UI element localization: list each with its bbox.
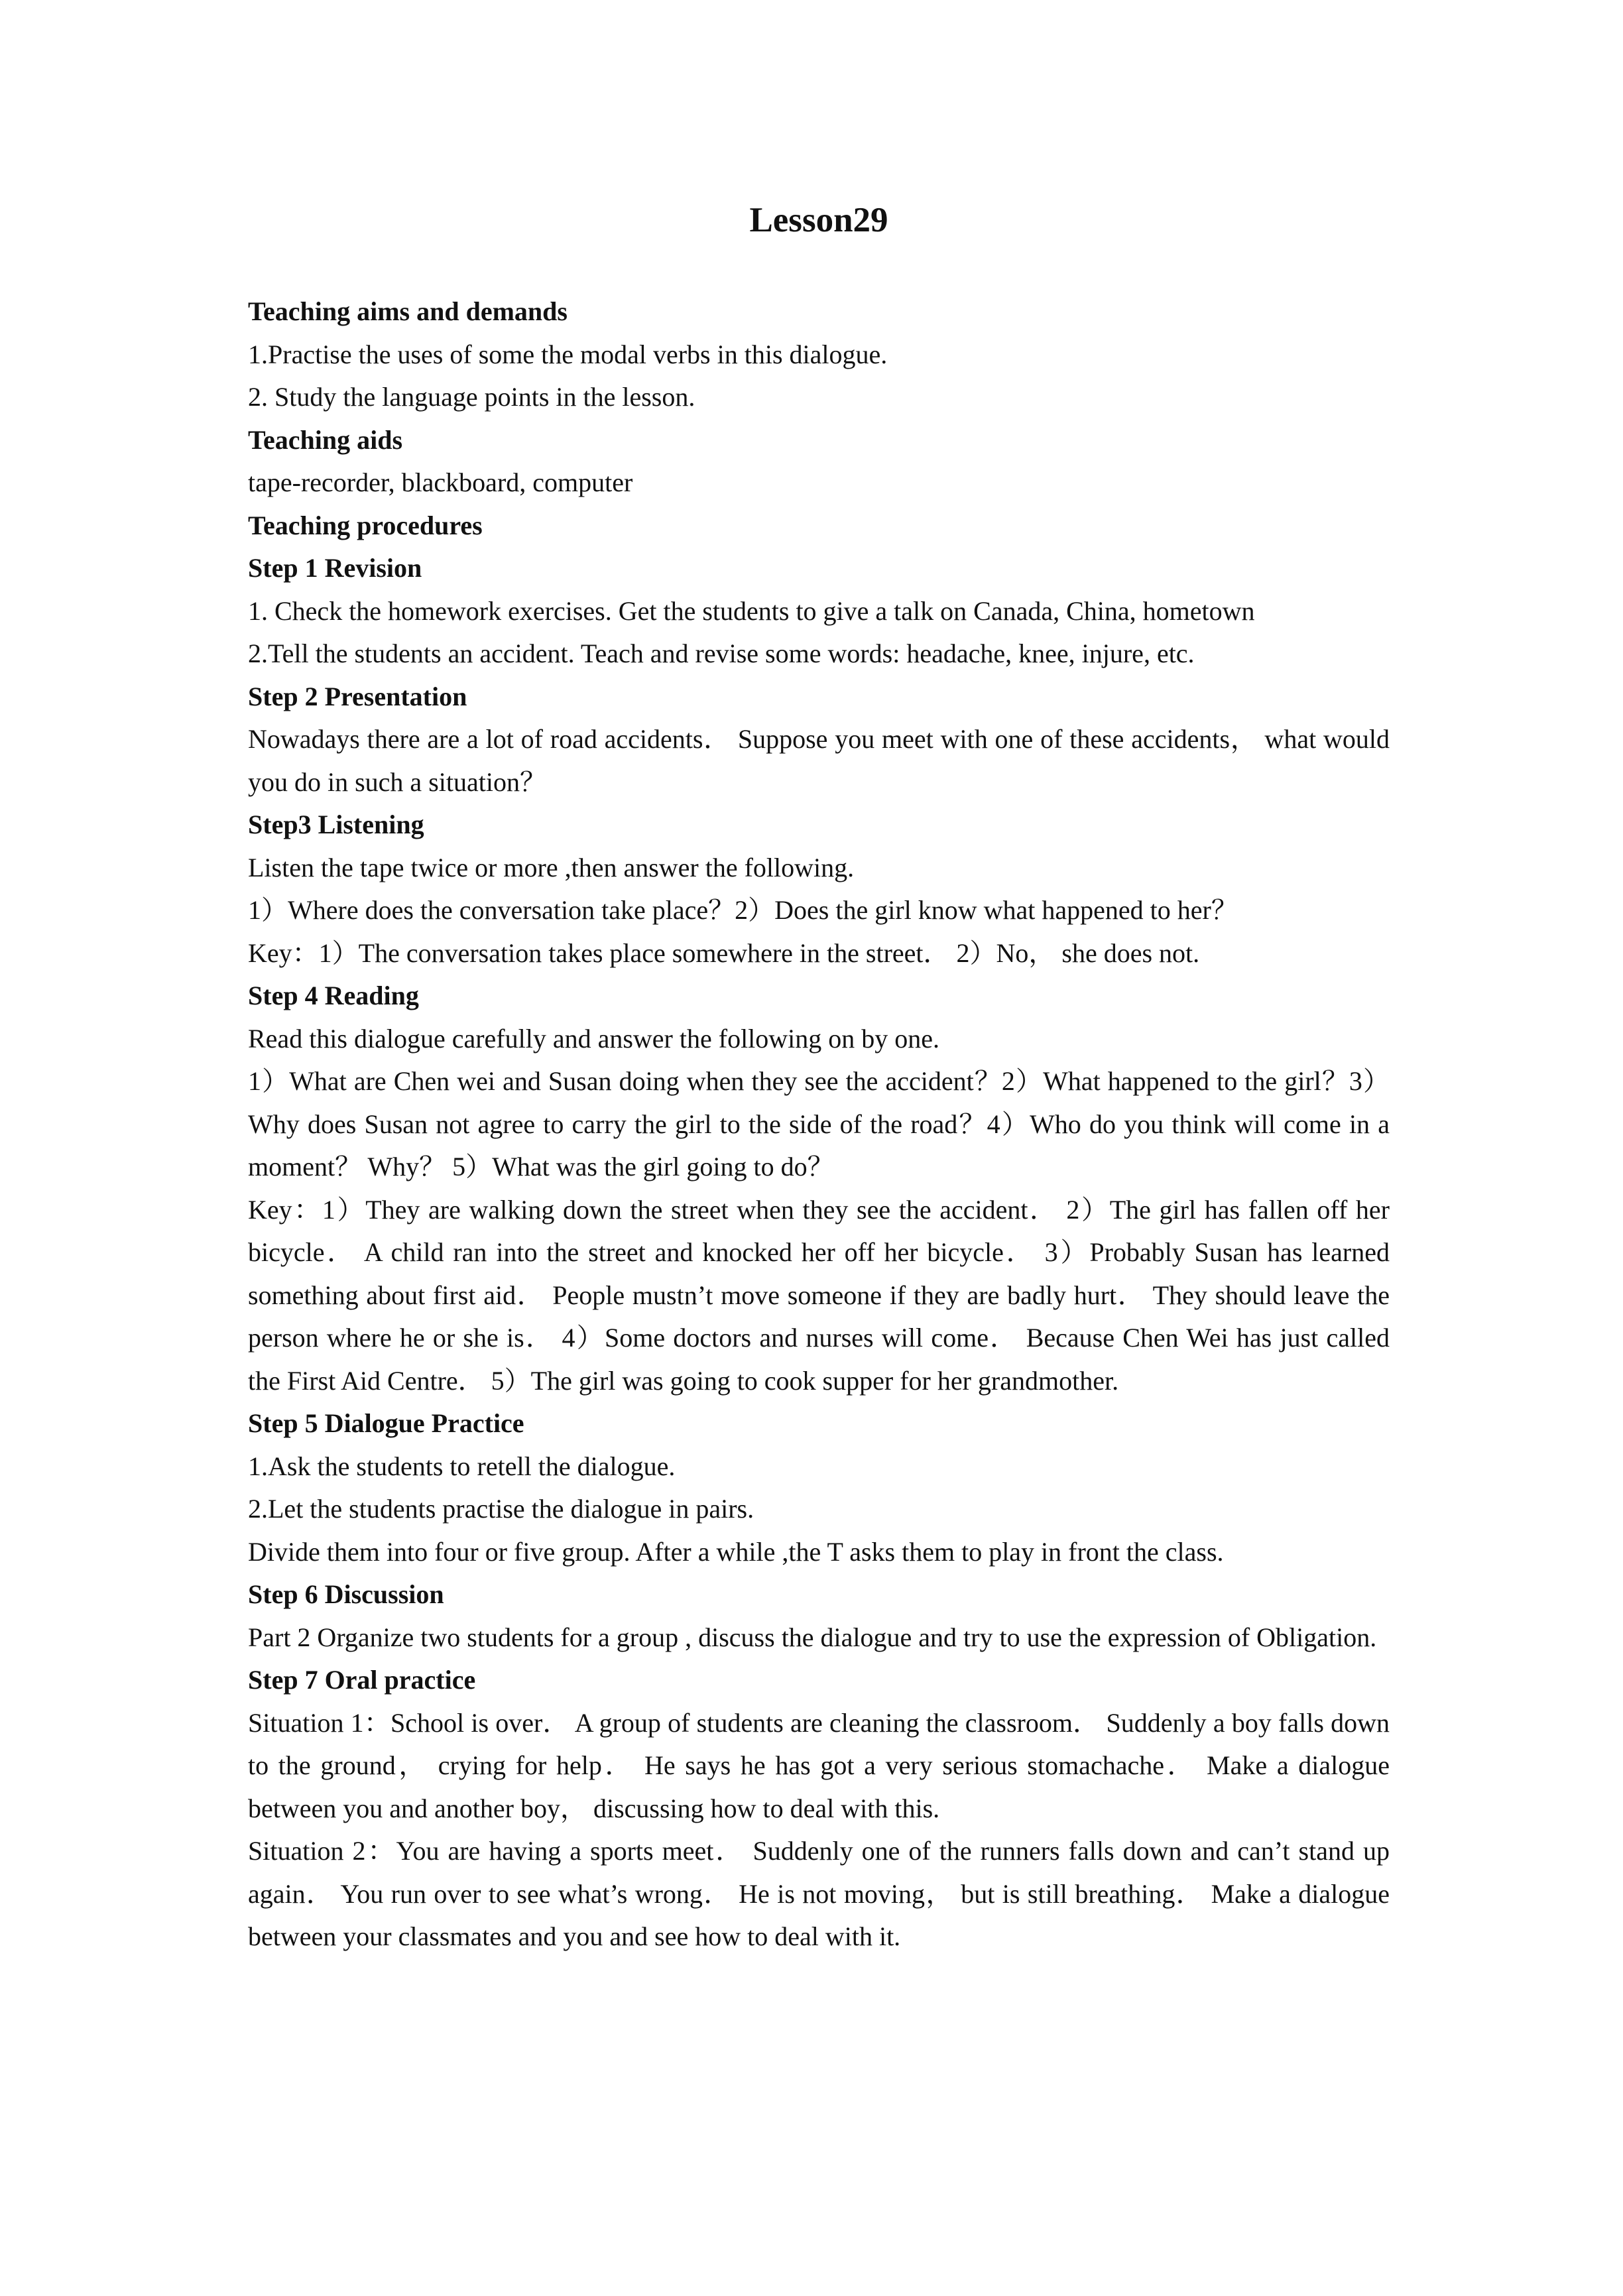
step7-situation-2: Situation 2：You are having a sports meet． Suddenly one of the runners falls down and can’t stand up again． You run over to see what’s wrong． He is not moving， but is still breathing． Make a dialogue between your classmates and you and see how to deal with it.: [248, 1836, 1390, 1951]
step2-text: Nowadays there are a lot of road accidents． Suppose you meet with one of these accidents， what would you do in such a situation？: [248, 724, 1390, 797]
step5-item: 1.Ask the students to retell the dialogue.: [248, 1451, 676, 1481]
page-title: Lesson29: [749, 201, 888, 239]
step4-intro: Read this dialogue carefully and answer the following on by one.: [248, 1023, 940, 1054]
step6-heading: Step 6 Discussion: [248, 1579, 444, 1609]
step3-heading: Step3 Listening: [248, 810, 424, 839]
step5-item: 2.Let the students practise the dialogue in pairs.: [248, 1494, 754, 1524]
step3-questions: 1）Where does the conversation take place？2）Does the girl know what happened to her？: [248, 895, 1238, 925]
step3-intro: Listen the tape twice or more ,then answer the following.: [248, 852, 855, 882]
step1-item: 2.Tell the students an accident. Teach and revise some words: headache, knee, injure, etc.: [248, 638, 1195, 668]
step1-item: 1. Check the homework exercises. Get the students to give a talk on Canada, China, hometown: [248, 595, 1255, 626]
step4-questions: 1）What are Chen wei and Susan doing when they see the accident？2）What happened to the girl？3）Why does Susan not agree to carry the girl to the side of the road？4）Who do you think will come in a moment？ Why？ 5）What was the girl going to do？: [248, 1066, 1390, 1181]
aids-heading: Teaching aids: [248, 424, 403, 455]
aims-heading: Teaching aims and demands: [248, 296, 568, 326]
step5-heading: Step 5 Dialogue Practice: [248, 1408, 524, 1438]
aims-item: 2. Study the language points in the lesson.: [248, 382, 695, 412]
step4-key: Key：1）They are walking down the street when they see the accident． 2）The girl has fallen off her bicycle． A child ran into the street and knocked her off her bicycle． 3）Probably Susan has learned something about first aid． People mustn’t move someone if they are badly hurt． They should leave the person where he or she is． 4）Some doctors and nurses will come． Because Chen Wei has just called the First Aid Centre． 5）The girl was going to cook supper for her grandmother.: [248, 1194, 1390, 1396]
aids-text: tape-recorder, blackboard, computer: [248, 467, 633, 497]
step6-text: Part 2 Organize two students for a group , discuss the dialogue and try to use the expression of Obligation.: [248, 1622, 1377, 1652]
step7-situation-1: Situation 1：School is over． A group of students are cleaning the classroom． Suddenly a boy falls down to the ground， crying for help． He says he has got a very serious stomachache． Make a dialogue between you and another boy， discussing how to deal with this.: [248, 1707, 1390, 1823]
document-page: [248, 199, 1390, 1959]
procedures-heading: Teaching procedures: [248, 510, 483, 540]
step5-item: Divide them into four or five group. After a while ,the T asks them to play in front the class.: [248, 1536, 1224, 1567]
step4-heading: Step 4 Reading: [248, 981, 419, 1010]
step7-heading: Step 7 Oral practice: [248, 1665, 476, 1695]
step1-heading: Step 1 Revision: [248, 553, 422, 583]
step3-key: Key：1）The conversation takes place somewhere in the street． 2）No， she does not.: [248, 937, 1200, 968]
aims-item: 1.Practise the uses of some the modal verbs in this dialogue.: [248, 339, 888, 369]
step2-heading: Step 2 Presentation: [248, 681, 467, 711]
